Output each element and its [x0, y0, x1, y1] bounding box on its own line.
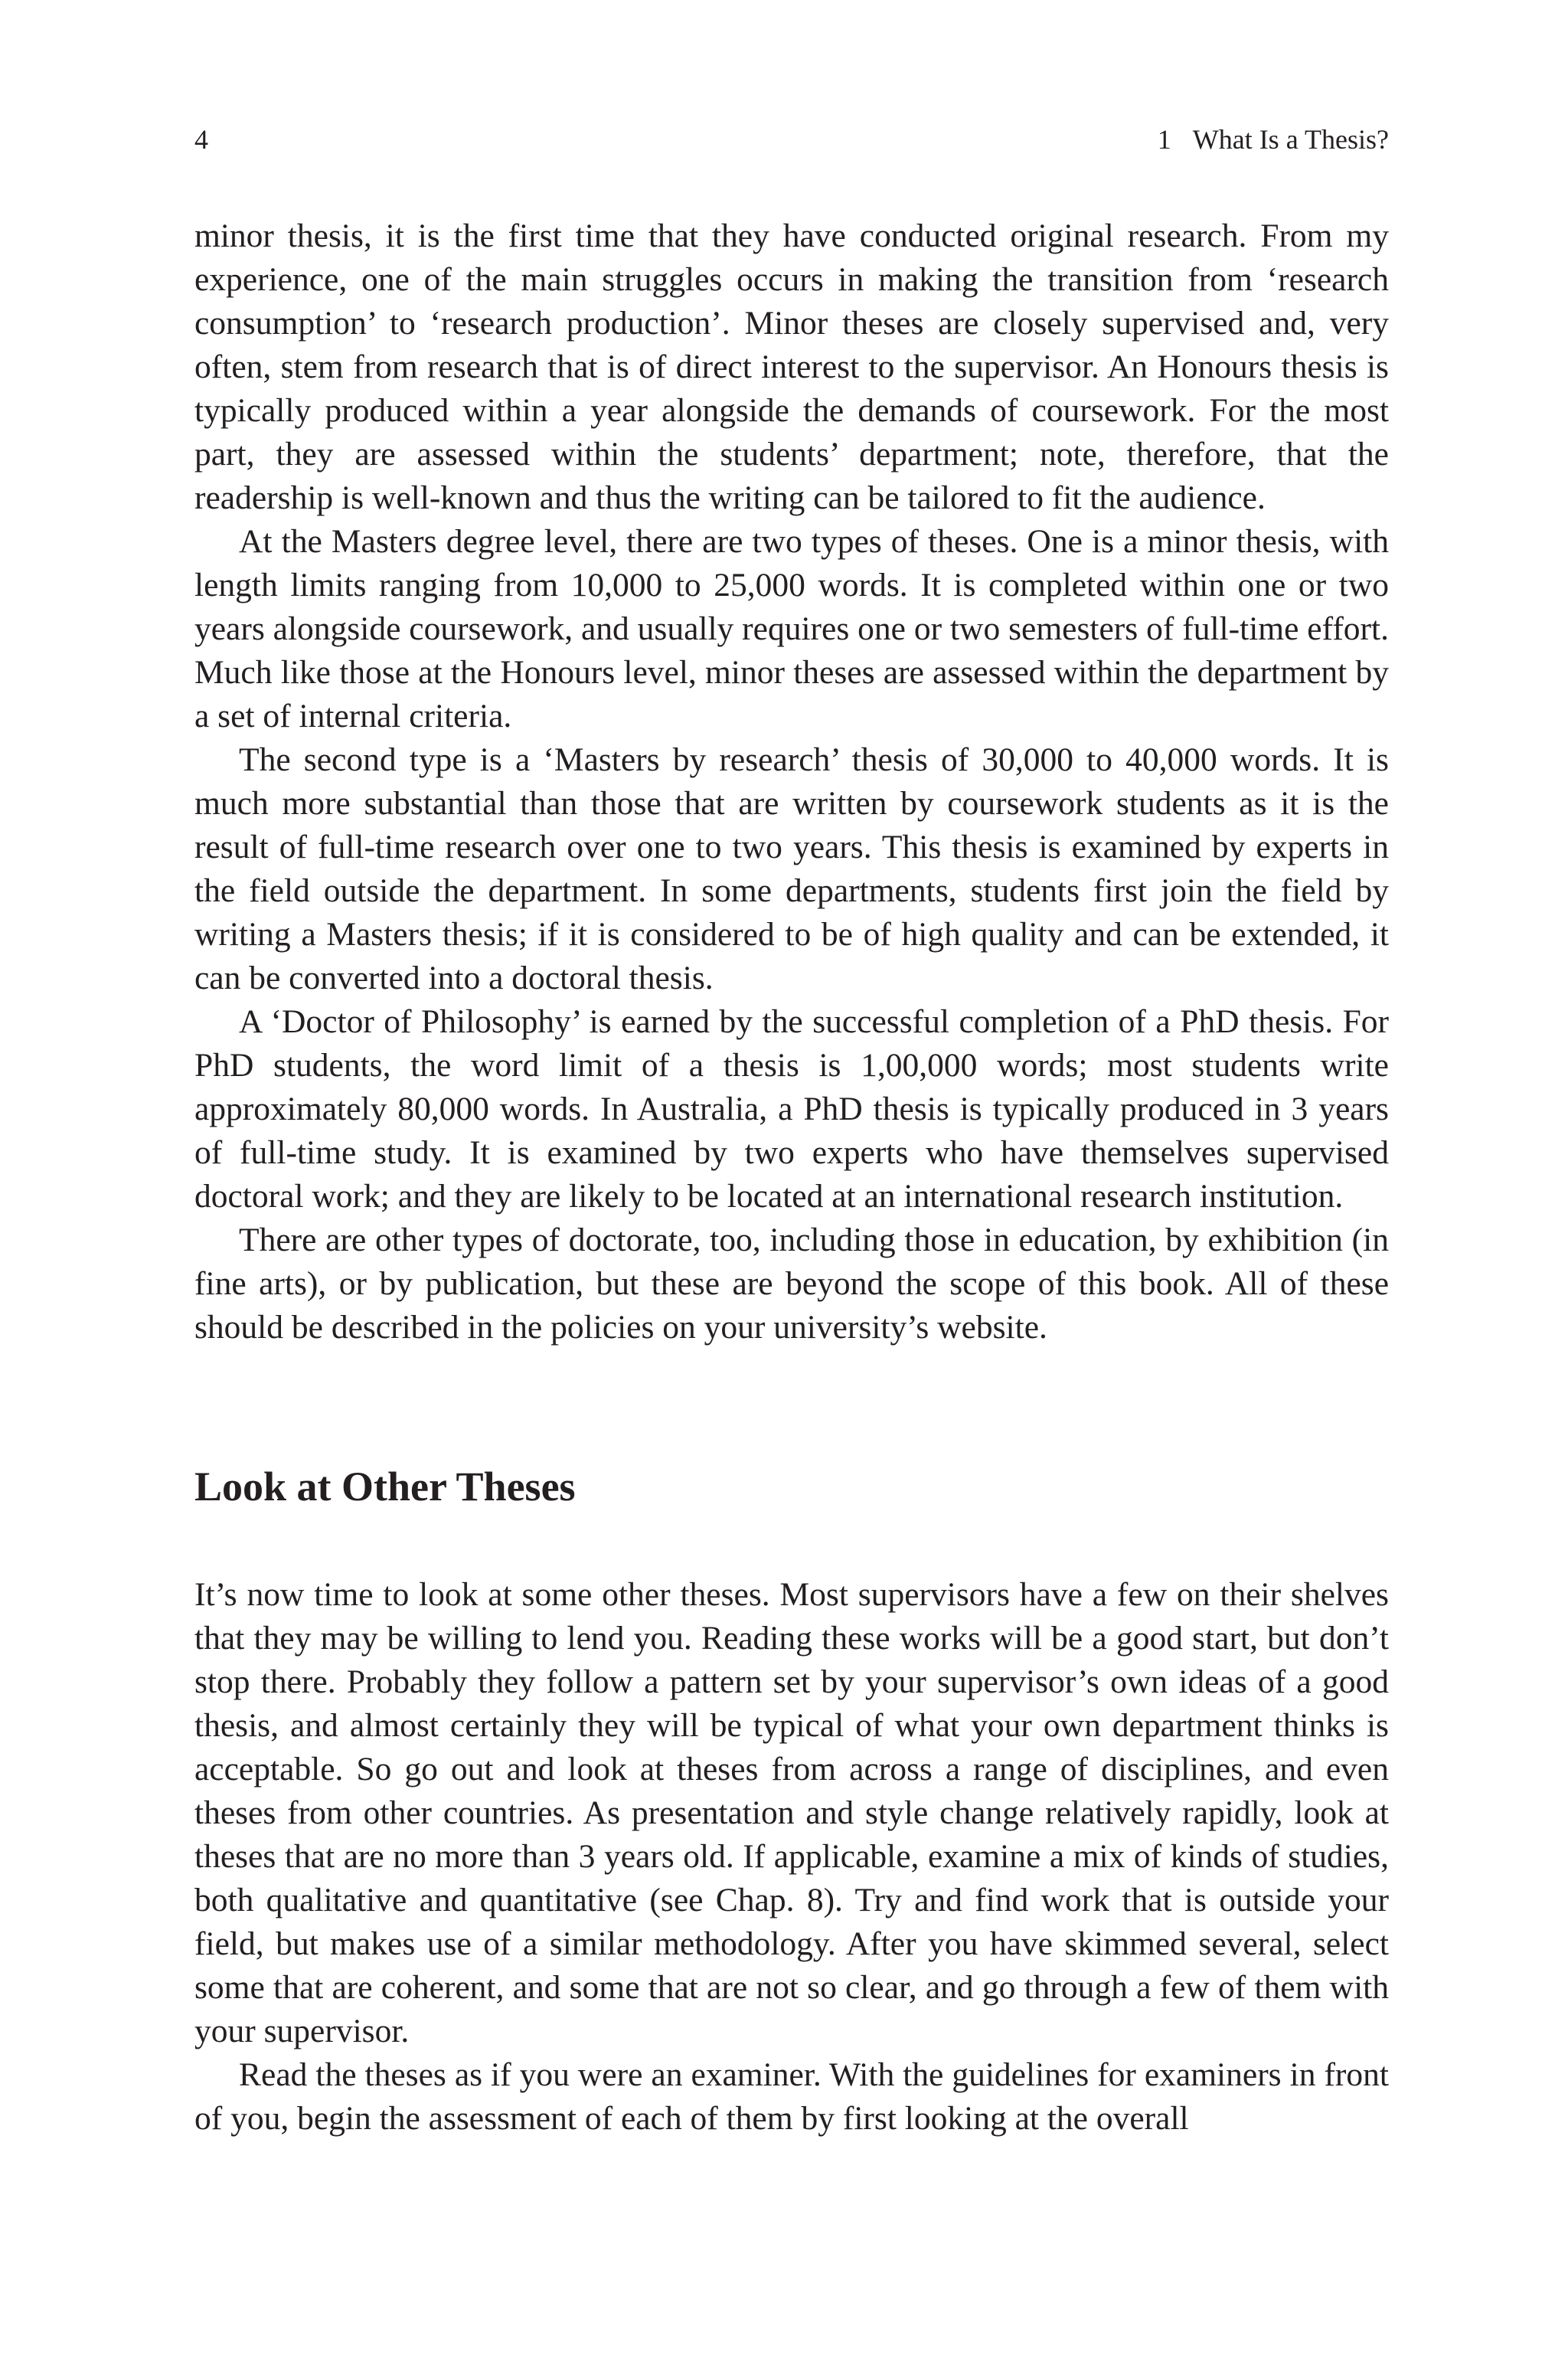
chapter-title: What Is a Thesis? [1192, 124, 1389, 155]
paragraph: There are other types of doctorate, too, including those in education, by exhibition (in fine arts), or by publication, but these are beyond the scope of this book. All of these should be described in the policies on your university’s website. [194, 1222, 1389, 1346]
body-text-section [194, 1573, 1389, 2141]
paragraph: The second type is a ‘Masters by research’ thesis of 30,000 to 40,000 words. It is much more substantial than those that are written by coursework students as it is the result of full-time research over one to two years. This thesis is examined by experts in the field outside the department. In some departments, students first join the field by writing a Masters thesis; if it is considered to be of high quality and can be extended, it can be converted into a doctoral thesis. [194, 741, 1389, 996]
page-number: 4 [194, 124, 208, 155]
running-head [194, 123, 1389, 156]
book-page [194, 123, 1389, 2141]
paragraph: It’s now time to look at some other theses. Most supervisors have a few on their shelves that they may be willing to lend you. Reading these works will be a good start, but don’t stop there. Probably they follow a pattern set by your supervisor’s own ideas of a good thesis, and almost certainly they will be typical of what your own department thinks is acceptable. So go out and look at theses from across a range of disciplines, and even theses from other countries. As presentation and style change relatively rapidly, look at theses that are no more than 3 years old. If applicable, examine a mix of kinds of studies, both qualitative and quantitative (see Chap. 8). Try and find work that is outside your field, but makes use of a similar methodology. After you have skimmed several, select some that are coherent, and some that are not so clear, and go through a few of them with your supervisor. [194, 1576, 1389, 2049]
paragraph: Read the theses as if you were an examiner. With the guidelines for examiners in front of you, begin the assessment of each of them by first looking at the overall [194, 2056, 1389, 2137]
section-heading: Look at Other Theses [194, 1464, 576, 1510]
chapter-number: 1 [1157, 124, 1171, 155]
paragraph: At the Masters degree level, there are two types of theses. One is a minor thesis, with length limits ranging from 10,000 to 25,000 words. It is completed within one or two years alongside coursework, and usually requires one or two semesters of full-time effort. Much like those at the Honours level, minor theses are assessed within the department by a set of internal criteria. [194, 523, 1389, 734]
body-text-top [194, 214, 1389, 1349]
paragraph: A ‘Doctor of Philosophy’ is earned by the successful completion of a PhD thesis. For PhD students, the word limit of a thesis is 1,00,000 words; most students write approximately 80,000 words. In Australia, a PhD thesis is typically produced in 3 years of full-time study. It is examined by two experts who have themselves supervised doctoral work; and they are likely to be located at an international research institution. [194, 1003, 1389, 1215]
paragraph: minor thesis, it is the first time that they have conducted original research. From my experience, one of the main struggles occurs in making the transition from ‘research consumption’ to ‘research production’. Minor theses are closely supervised and, very often, stem from research that is of direct interest to the supervisor. An Honours thesis is typically produced within a year alongside the demands of coursework. For the most part, they are assessed within the students’ department; note, therefore, that the readership is well-known and thus the writing can be tailored to fit the audience. [194, 218, 1389, 516]
chapter-header [1158, 123, 1389, 156]
